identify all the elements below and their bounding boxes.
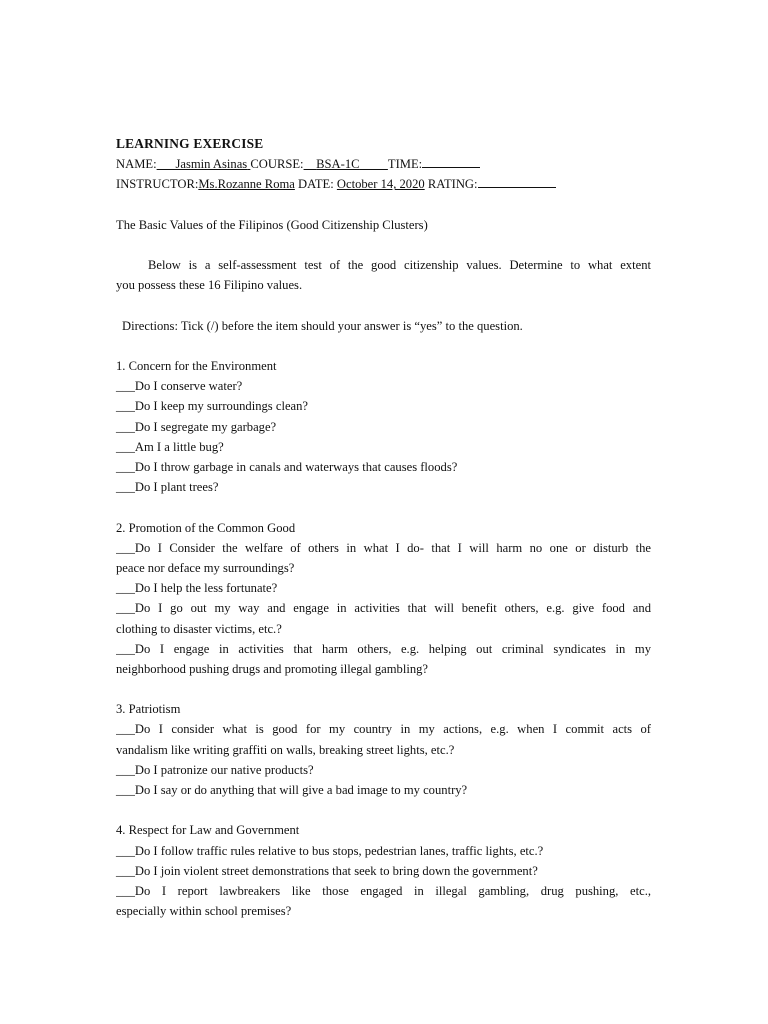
question-text: especially within school premises? <box>116 904 292 919</box>
course-value: BSA-1C <box>316 157 360 172</box>
question-line <box>116 619 651 639</box>
spacer <box>116 195 651 215</box>
name-field[interactable] <box>157 157 251 171</box>
spacer <box>116 336 651 356</box>
question-text: Do I patronize our native products? <box>134 762 314 777</box>
question-item <box>116 417 651 437</box>
question-text: neighborhood pushing drugs and promoting illegal gambling? <box>116 661 429 676</box>
instructor-value[interactable]: Ms.Rozanne Roma <box>198 177 295 192</box>
question-line <box>116 598 651 618</box>
questionnaire <box>116 356 651 921</box>
question-text: vandalism like writing graffiti on walls, breaking street lights, etc.? <box>116 742 455 757</box>
question-item <box>116 538 651 578</box>
question-section <box>116 518 651 680</box>
question-text: Do I Consider the welfare of others in what I do- that I will harm no one or disturb the <box>134 540 651 555</box>
question-section <box>116 820 651 921</box>
intro-line-1: Below is a self-assessment test of the good citizenship values. Determine to what extent <box>148 258 651 273</box>
question-text: Do I conserve water? <box>134 379 243 394</box>
question-text: Do I go out my way and engage in activities that will benefit others, e.g. give food and <box>134 601 651 616</box>
question-text: Am I a little bug? <box>134 439 224 454</box>
question-text: Do I engage in activities that harm others, e.g. helping out criminal syndicates in my <box>134 641 651 656</box>
question-line <box>116 558 651 578</box>
question-line <box>116 780 651 800</box>
question-text: Do I segregate my garbage? <box>134 419 277 434</box>
document-title: LEARNING EXERCISE <box>116 136 264 151</box>
question-text: Do I join violent street demonstrations that seek to bring down the government? <box>134 863 538 878</box>
question-item <box>116 639 651 679</box>
spacer <box>116 497 651 517</box>
question-item <box>116 861 651 881</box>
question-text: peace nor deface my surroundings? <box>116 560 295 575</box>
question-line <box>116 538 651 558</box>
answer-tick-blank[interactable]: ___ <box>116 460 135 474</box>
directions: Directions: Tick (/) before the item should your answer is “yes” to the question. <box>122 318 523 333</box>
answer-tick-blank[interactable]: ___ <box>116 641 135 656</box>
question-line <box>116 578 651 598</box>
question-item <box>116 457 651 477</box>
question-item <box>116 598 651 638</box>
time-label: TIME: <box>387 157 423 172</box>
question-item <box>116 477 651 497</box>
question-item <box>116 841 651 861</box>
question-item <box>116 396 651 416</box>
course-label: COURSE: <box>250 157 304 172</box>
answer-tick-blank[interactable]: ___ <box>116 843 135 858</box>
answer-tick-blank[interactable]: ___ <box>116 399 135 414</box>
answer-tick-blank[interactable]: ___ <box>116 419 135 434</box>
name-value: Jasmin Asinas <box>175 157 248 172</box>
answer-tick-blank[interactable]: ___ <box>116 883 135 898</box>
question-item <box>116 437 651 457</box>
question-section <box>116 699 651 800</box>
section-heading: 1. Concern for the Environment <box>116 359 277 374</box>
question-item <box>116 376 651 396</box>
question-section <box>116 356 651 497</box>
name-label: NAME: <box>116 157 157 172</box>
answer-tick-blank[interactable]: ___ <box>116 379 135 394</box>
question-text: Do I follow traffic rules relative to bus stops, pedestrian lanes, traffic lights, etc.? <box>134 843 544 858</box>
spacer <box>116 679 651 699</box>
question-item <box>116 760 651 780</box>
answer-tick-blank[interactable]: ___ <box>116 540 135 555</box>
question-line <box>116 639 651 659</box>
question-line <box>116 396 651 416</box>
time-field[interactable] <box>422 154 480 168</box>
subtitle: The Basic Values of the Filipinos (Good Citizenship Clusters) <box>116 217 428 232</box>
answer-tick-blank[interactable]: ___ <box>116 863 135 878</box>
question-line <box>116 841 651 861</box>
section-heading: 4. Respect for Law and Government <box>116 823 300 838</box>
section-heading: 2. Promotion of the Common Good <box>116 520 296 535</box>
question-line <box>116 659 651 679</box>
question-line <box>116 881 651 901</box>
question-text: Do I help the less fortunate? <box>134 581 278 596</box>
question-line <box>116 417 651 437</box>
question-line <box>116 719 651 739</box>
answer-tick-blank[interactable]: ___ <box>116 480 135 495</box>
answer-tick-blank[interactable]: ___ <box>116 783 135 797</box>
question-text: Do I throw garbage in canals and waterways that causes floods? <box>134 460 458 474</box>
answer-tick-blank[interactable]: ___ <box>116 722 135 737</box>
spacer <box>116 800 651 820</box>
answer-tick-blank[interactable]: ___ <box>116 581 135 596</box>
question-line <box>116 901 651 921</box>
instructor-date-rating-line <box>116 174 651 194</box>
question-text: Do I keep my surroundings clean? <box>134 399 309 414</box>
question-text: Do I report lawbreakers like those engaged in illegal gambling, drug pushing, etc., <box>134 883 651 898</box>
question-line <box>116 760 651 780</box>
rating-label: RATING: <box>427 177 478 192</box>
answer-tick-blank[interactable]: ___ <box>116 439 135 454</box>
question-text: Do I plant trees? <box>134 480 219 495</box>
spacer <box>116 235 651 255</box>
question-item <box>116 780 651 800</box>
intro-line-2: you possess these 16 Filipino values. <box>116 278 303 293</box>
answer-tick-blank[interactable]: ___ <box>116 601 135 616</box>
course-field[interactable] <box>304 157 388 171</box>
question-line <box>116 457 651 477</box>
answer-tick-blank[interactable]: ___ <box>116 762 135 777</box>
spacer <box>116 296 651 316</box>
question-text: Do I say or do anything that will give a bad image to my country? <box>134 783 468 797</box>
document-body <box>116 134 651 921</box>
date-value[interactable]: October 14, 2020 <box>336 177 425 192</box>
question-line <box>116 861 651 881</box>
instructor-label: INSTRUCTOR: <box>116 177 199 192</box>
question-item <box>116 578 651 598</box>
section-heading: 3. Patriotism <box>116 702 181 717</box>
date-label: DATE: <box>298 177 334 192</box>
question-item <box>116 881 651 921</box>
question-item <box>116 719 651 759</box>
rating-field[interactable] <box>478 174 556 188</box>
question-line <box>116 740 651 760</box>
question-line <box>116 376 651 396</box>
question-text: Do I consider what is good for my country in my actions, e.g. when I commit acts of <box>134 722 651 737</box>
name-course-time-line <box>116 154 651 174</box>
question-line <box>116 437 651 457</box>
question-line <box>116 477 651 497</box>
question-text: clothing to disaster victims, etc.? <box>116 621 282 636</box>
